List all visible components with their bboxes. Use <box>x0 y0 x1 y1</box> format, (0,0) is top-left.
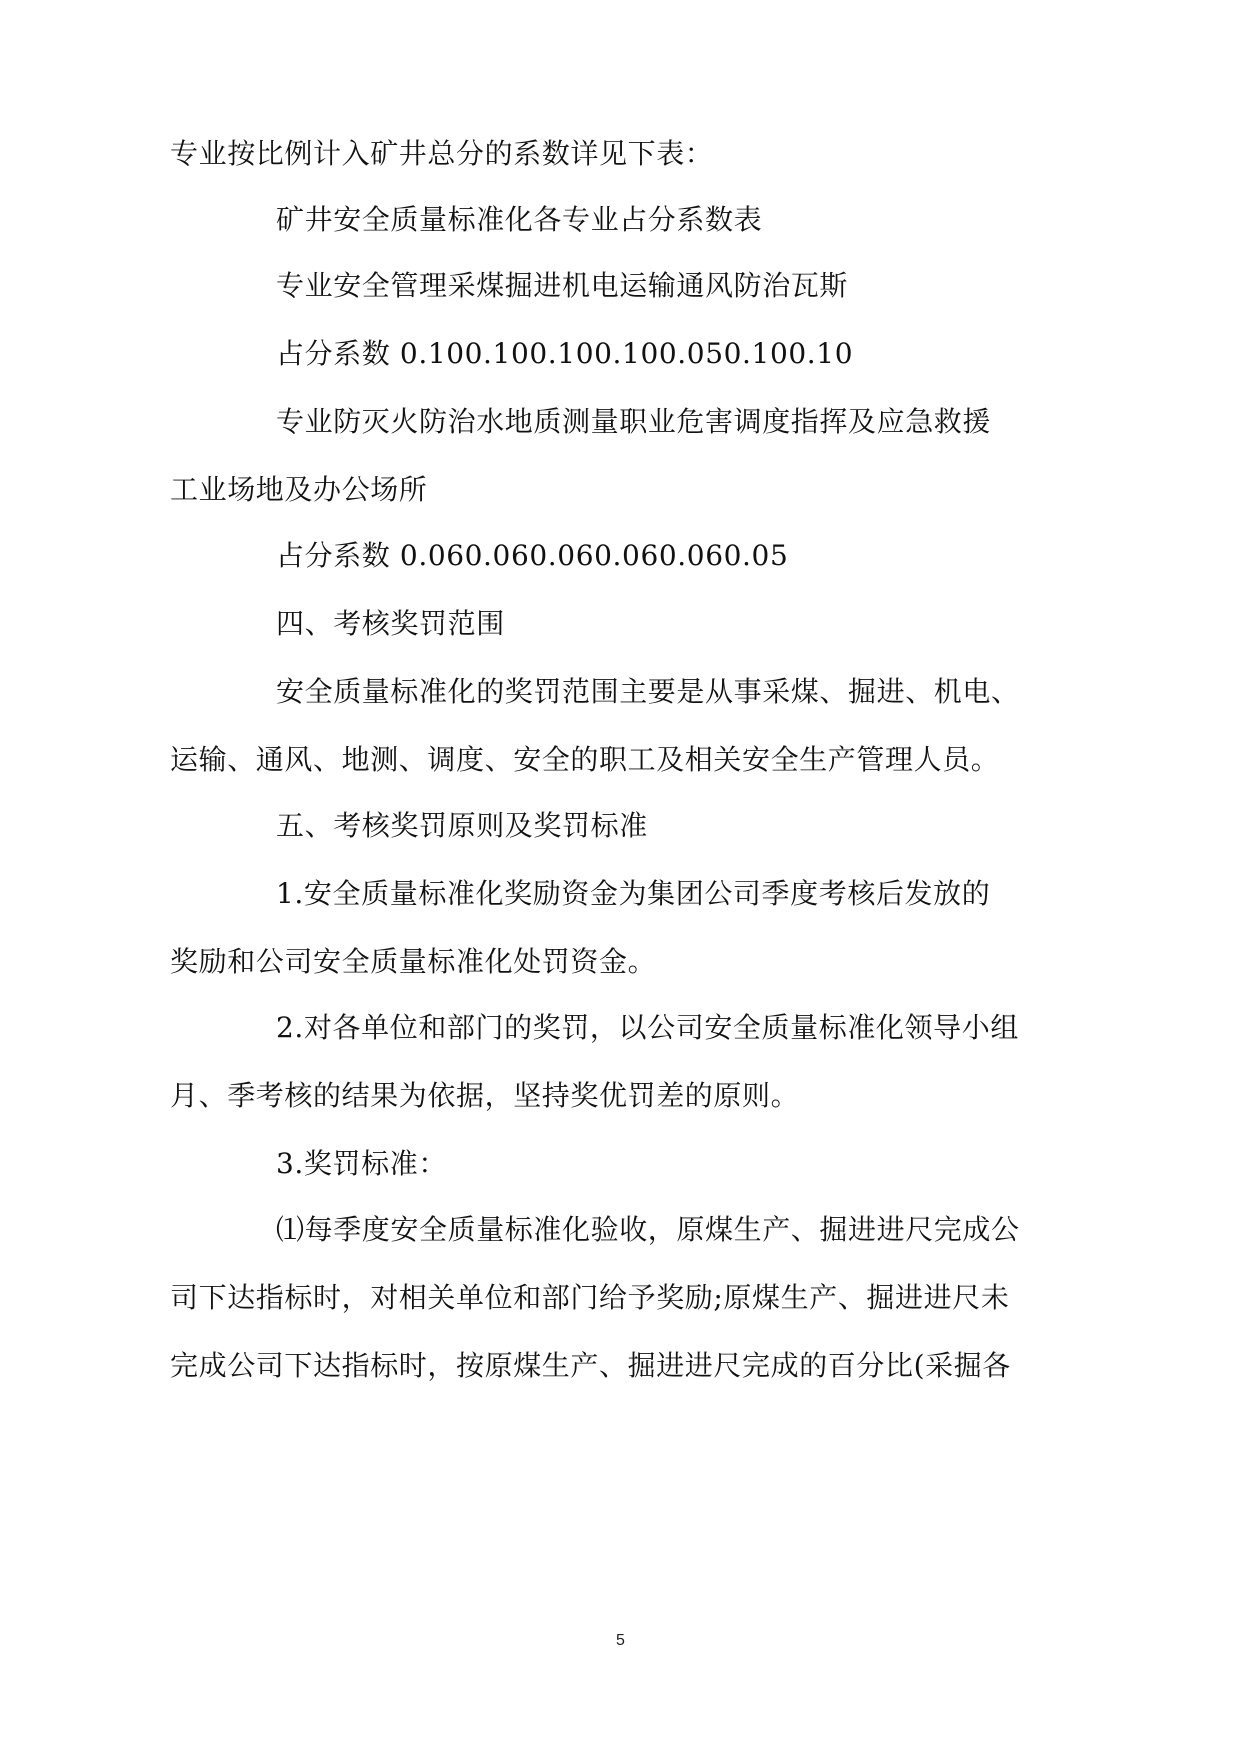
table-title: 矿井安全质量标准化各专业占分系数表 <box>276 203 763 236</box>
text-line: 奖励和公司安全质量标准化处罚资金。 <box>170 945 657 978</box>
text-line: 工业场地及办公场所 <box>170 473 428 506</box>
text-line: 专业防灭火防治水地质测量职业危害调度指挥及应急救援 <box>276 405 992 438</box>
text-line: 专业安全管理采煤掘进机电运输通风防治瓦斯 <box>276 269 849 302</box>
text-line: 3.奖罚标准： <box>276 1147 447 1180</box>
text-line: ⑴每季度安全质量标准化验收，原煤生产、掘进进尺完成公 <box>276 1213 1020 1246</box>
text-line: 专业按比例计入矿井总分的系数详见下表： <box>170 137 714 170</box>
section-heading: 四、考核奖罚范围 <box>276 607 505 640</box>
text-line: 月、季考核的结果为依据，坚持奖优罚差的原则。 <box>170 1079 800 1112</box>
section-heading: 五、考核奖罚原则及奖罚标准 <box>276 809 648 842</box>
text-line: 占分系数 0.100.100.100.100.050.100.10 <box>276 337 854 370</box>
text-line: 2.对各单位和部门的奖罚，以公司安全质量标准化领导小组 <box>276 1011 1019 1044</box>
page-number: 5 <box>616 1632 625 1649</box>
text-line: 运输、通风、地测、调度、安全的职工及相关安全生产管理人员。 <box>170 743 1000 776</box>
text-line: 1.安全质量标准化奖励资金为集团公司季度考核后发放的 <box>276 877 991 910</box>
text-line: 占分系数 0.060.060.060.060.060.05 <box>276 539 789 572</box>
text-line: 安全质量标准化的奖罚范围主要是从事采煤、掘进、机电、 <box>276 675 1020 708</box>
text-line: 司下达指标时，对相关单位和部门给予奖励;原煤生产、掘进进尺未 <box>170 1281 1010 1314</box>
text-line: 完成公司下达指标时，按原煤生产、掘进进尺完成的百分比(采掘各 <box>170 1349 1011 1382</box>
